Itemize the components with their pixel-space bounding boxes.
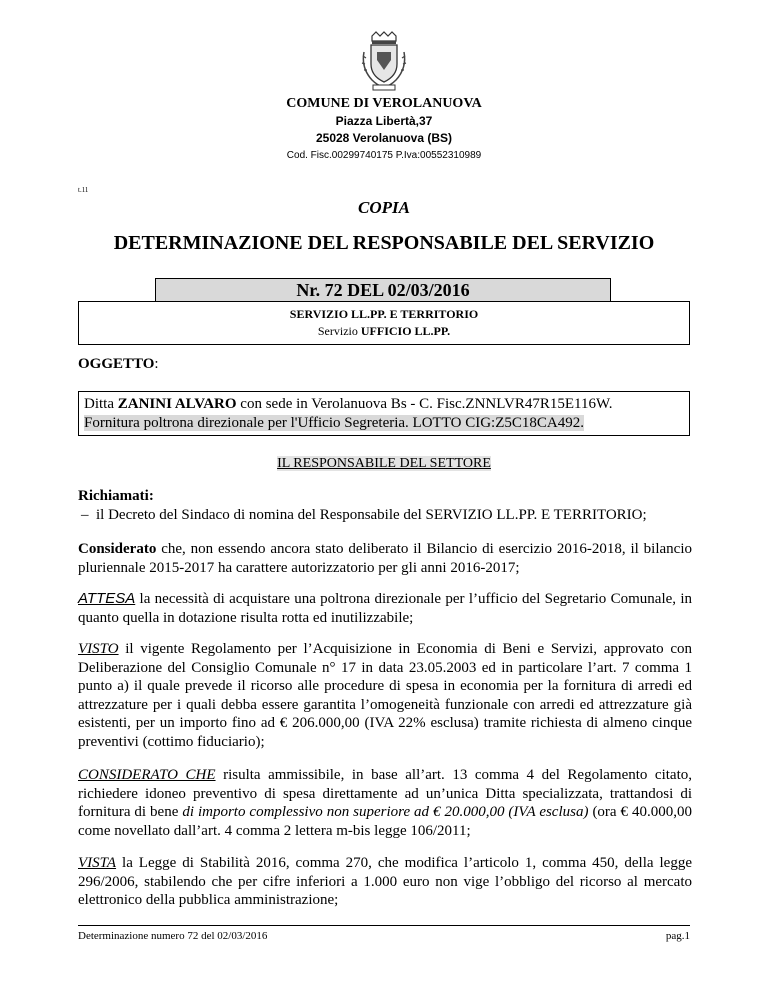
determination-number: Nr. 72 DEL 02/03/2016 (155, 278, 611, 302)
visto-label: VISTO (78, 641, 119, 657)
service-box (78, 301, 690, 345)
service-office-line (79, 324, 689, 339)
considerato-text: che, non essendo ancora stato deliberato il Bilancio di esercizio 2016-2018, il bilancio pluriennale 2015-2017 ha carattere autorizzatorio per gli anni 2016-2017; (78, 541, 692, 576)
considerato-label: Considerato (78, 541, 157, 557)
subject-colon: : (154, 356, 159, 372)
considerato-paragraph (78, 540, 692, 577)
richiamati-label: Richiamati: (78, 488, 154, 504)
vista-label: VISTA (78, 855, 117, 871)
subject-line-2 (84, 414, 684, 433)
attesa-text: la necessità di acquistare una poltrona direzionale per l’ufficio del Segretario Comunale, in quanto quella in dotazione risulta rotta ed inutilizzabile; (78, 591, 692, 626)
considerato-che-paragraph (78, 766, 692, 840)
richiamati-section (78, 487, 692, 524)
richiamati-item: – il Decreto del Sindaco di nomina del Responsabile del SERVIZIO LL.PP. E TERRITORIO; (81, 506, 647, 523)
considerato-che-text-a: risulta ammissibile, in base all’art. 13 comma 4 del Regolamento citato, richiedere idoneo preventivo di spesa direttamente ad un’unica Ditta specializzata, trattandosi di fornitura di bene (78, 767, 693, 821)
subject-ditta-prefix: Ditta (84, 396, 114, 412)
org-address: Piazza Libertà,37 (335, 114, 433, 128)
service-main: SERVIZIO LL.PP. E TERRITORIO (289, 307, 479, 321)
responsible-heading-wrap (0, 456, 768, 472)
subject-description: Fornitura poltrona direzionale per l'Ufficio Segreteria. LOTTO CIG:Z5C18CA492. (84, 414, 584, 431)
attesa-paragraph (78, 590, 692, 627)
vista-paragraph (78, 854, 692, 910)
footer-rule (78, 925, 690, 926)
attesa-label: ATTESA (78, 590, 136, 607)
subject-label-line (78, 356, 159, 373)
subject-label: OGGETTO (78, 356, 155, 372)
service-prefix: Servizio (317, 324, 358, 338)
org-city: 25028 Verolanuova (BS) (315, 131, 453, 145)
org-fiscal-codes: Cod. Fisc.00299740175 P.Iva:00552310989 (286, 150, 482, 161)
richiamati-item-text: il Decreto del Sindaco di nomina del Responsabile del SERVIZIO LL.PP. E TERRITORIO; (96, 506, 647, 523)
copy-label: COPIA (358, 198, 410, 217)
subject-ditta-name: ZANINI ALVARO (117, 396, 237, 412)
considerato-che-text-b: (ora € 40.000,00 come novellato dall’art. 4 comma 2 lettera m-bis legge 106/2011; (78, 804, 693, 839)
subject-box (78, 391, 690, 436)
visto-text: il vigente Regolamento per l’Acquisizione in Economia di Beni e Servizi, approvato con Deliberazione del Consiglio Comunale n° 17 in data 23.05.2003 ed in particolare l’art. 7 comma 1 punto a) il quale prevede il ricorso alle procedure di spesa in economia per la fornitura di arredi ed attrezzature per i quali debba essere garantita l’omogeneità funzionale con arredi ed attrezzature già esistenti, per un importo fino ad € 206.000,00 (IVA 22% esclusa) tramite richiesta di almeno cinque preventivi (cottimo fiduciario); (78, 641, 692, 750)
org-name: COMUNE DI VEROLANUOVA (286, 96, 482, 111)
vista-text: la Legge di Stabilità 2016, comma 270, che modifica l’articolo 1, comma 450, della legge 296/2006, stabilendo che per cifre inferiori a 1.000 euro non vige l’obbligo del ricorso al mercato elettronico della pubblica amministrazione; (78, 855, 692, 909)
considerato-che-italic: di importo complessivo non superiore ad € 20.000,00 (IVA esclusa) (182, 804, 589, 821)
responsible-heading: IL RESPONSABILE DEL SETTORE (277, 456, 491, 471)
document-title: DETERMINAZIONE DEL RESPONSABILE DEL SERVIZIO (113, 232, 655, 254)
subject-ditta-details: con sede in Verolanuova Bs - C. Fisc.ZNNLVR47R15E116W. (236, 396, 613, 412)
considerato-che-label: CONSIDERATO CHE (78, 767, 216, 783)
subject-line-1 (84, 395, 684, 414)
service-office: UFFICIO LL.PP. (360, 324, 451, 338)
municipal-crest-logo (358, 30, 410, 92)
footer-left: Determinazione numero 72 del 02/03/2016 (78, 930, 268, 942)
visto-paragraph (78, 640, 692, 752)
document-code: t.11 (78, 186, 89, 194)
page-number: pag.1 (665, 930, 690, 942)
